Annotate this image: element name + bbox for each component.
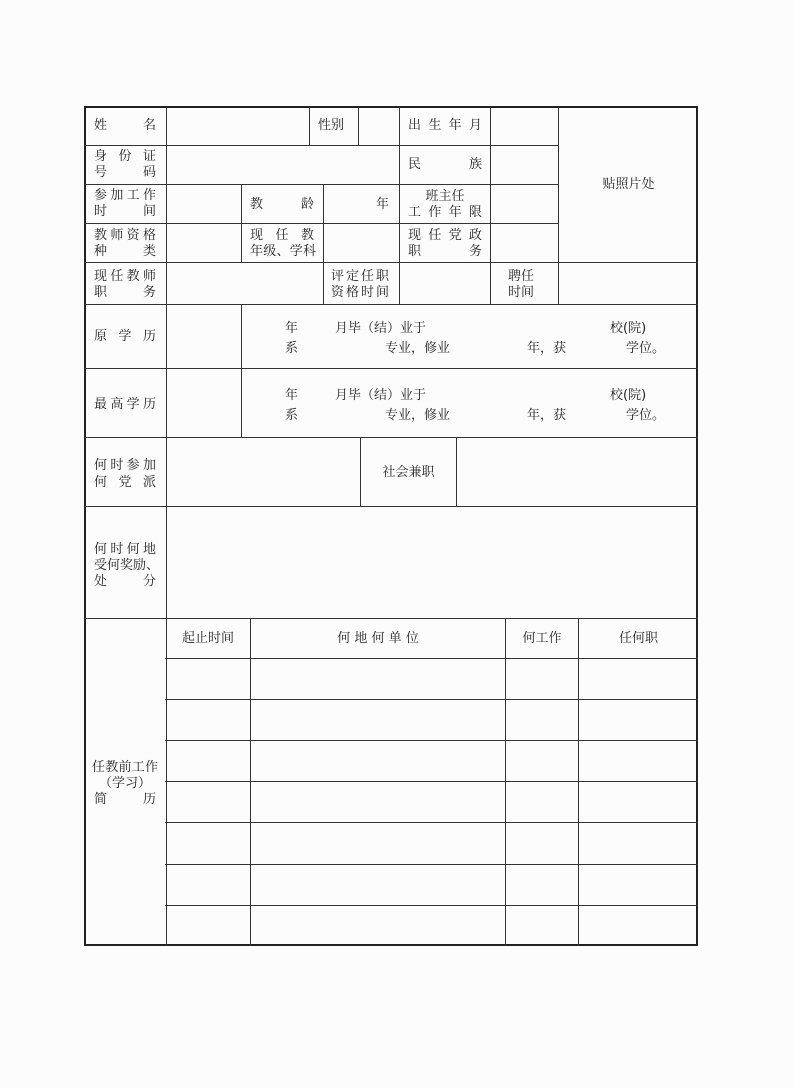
cert-type-label-2: 种 类 xyxy=(94,244,156,259)
ethnicity-label: 民 族 xyxy=(408,157,482,172)
degree-word: 学位。 xyxy=(626,408,666,423)
degree-word: 学位。 xyxy=(626,341,666,356)
rule xyxy=(84,145,558,146)
grade-subject-label-1: 现 任 教 xyxy=(250,228,314,243)
rule xyxy=(84,368,698,369)
qualification-date-label-2: 资格时间 xyxy=(331,285,389,300)
column-header-work: 何工作 xyxy=(522,631,562,646)
teaching-age-label: 教 龄 xyxy=(250,197,314,212)
rule xyxy=(84,304,698,305)
qualification-date-label-1: 评定任职 xyxy=(331,269,389,284)
major-study-word: 专业，修业 xyxy=(385,341,451,356)
teacher-registration-form xyxy=(84,106,698,946)
original-education-label: 原 学 历 xyxy=(94,329,156,344)
id-number-label-1: 身份证 xyxy=(94,149,156,164)
gender-label: 性别 xyxy=(318,118,345,133)
rule xyxy=(84,506,698,507)
graduated-from: 月毕（结）业于 xyxy=(335,388,427,403)
rule xyxy=(490,106,491,304)
rule xyxy=(165,658,698,659)
birth-date-label: 出生年月 xyxy=(408,118,482,133)
cert-type-label-1: 教师资格 xyxy=(94,228,156,243)
party-post-label-1: 现任党政 xyxy=(408,228,482,243)
history-label-3: 简 历 xyxy=(94,792,156,807)
school-word: 校(院) xyxy=(610,321,647,336)
history-label-2: （学习） xyxy=(98,776,151,791)
rule xyxy=(456,437,457,506)
id-number-label-2: 号 码 xyxy=(94,165,156,180)
column-header-place: 何 地 何 单 位 xyxy=(337,631,419,646)
teacher-title-label-1: 现任教师 xyxy=(94,269,156,284)
rule xyxy=(241,304,242,437)
highest-education-label: 最高学历 xyxy=(94,397,156,412)
department-word: 系 xyxy=(285,408,299,423)
rule xyxy=(165,699,698,700)
head-teacher-label-2: 工作年限 xyxy=(408,205,482,220)
rule xyxy=(165,781,698,782)
school-word: 校(院) xyxy=(610,388,647,403)
rule xyxy=(166,106,167,304)
column-header-position: 任何职 xyxy=(618,631,658,646)
rule xyxy=(558,106,559,304)
party-post-label-2: 职 务 xyxy=(408,244,482,259)
rule xyxy=(84,262,698,263)
year-unit: 年 xyxy=(376,197,390,212)
awards-label-1: 何时何地 xyxy=(94,542,156,557)
department-word: 系 xyxy=(285,341,299,356)
social-positions-label: 社会兼职 xyxy=(382,465,435,480)
rule xyxy=(165,864,698,865)
party-join-label-1: 何时参加 xyxy=(94,458,156,473)
major-study-word: 专业，修业 xyxy=(385,408,451,423)
rule xyxy=(505,618,506,946)
work-start-label-2: 时 间 xyxy=(94,204,156,219)
years-obtain-word: 年，获 xyxy=(527,341,567,356)
column-header-period: 起止时间 xyxy=(181,631,234,646)
rule xyxy=(309,106,310,145)
rule xyxy=(399,106,400,304)
rule xyxy=(165,822,698,823)
years-obtain-word: 年，获 xyxy=(527,408,567,423)
head-teacher-label-1: 班主任 xyxy=(425,189,465,204)
hire-date-label-1: 聘任 xyxy=(508,269,535,284)
rule xyxy=(358,106,359,145)
year-word: 年 xyxy=(285,388,299,403)
rule xyxy=(84,223,558,224)
grade-subject-label-2: 年级、学科 xyxy=(250,244,316,259)
graduated-from: 月毕（结）业于 xyxy=(335,321,427,336)
rule xyxy=(165,905,698,906)
party-join-label-2: 何 党 派 xyxy=(94,475,156,490)
teacher-title-label-2: 职 务 xyxy=(94,285,156,300)
rule xyxy=(578,618,579,946)
photo-placeholder: 贴照片处 xyxy=(602,177,655,192)
rule xyxy=(323,184,324,262)
hire-date-label-2: 时间 xyxy=(508,285,535,300)
awards-label-3: 处 分 xyxy=(94,574,156,589)
rule xyxy=(84,437,698,438)
rule xyxy=(241,184,242,262)
year-word: 年 xyxy=(285,321,299,336)
work-start-label-1: 参加工作 xyxy=(94,188,156,203)
rule xyxy=(165,740,698,741)
rule xyxy=(323,262,324,304)
rule xyxy=(166,304,167,946)
name-label: 姓 名 xyxy=(94,118,156,133)
rule xyxy=(250,618,251,946)
rule xyxy=(84,618,698,619)
rule xyxy=(84,184,558,185)
awards-label-2: 受何奖励、 xyxy=(94,558,160,573)
history-label-1: 任教前工作 xyxy=(92,760,158,775)
